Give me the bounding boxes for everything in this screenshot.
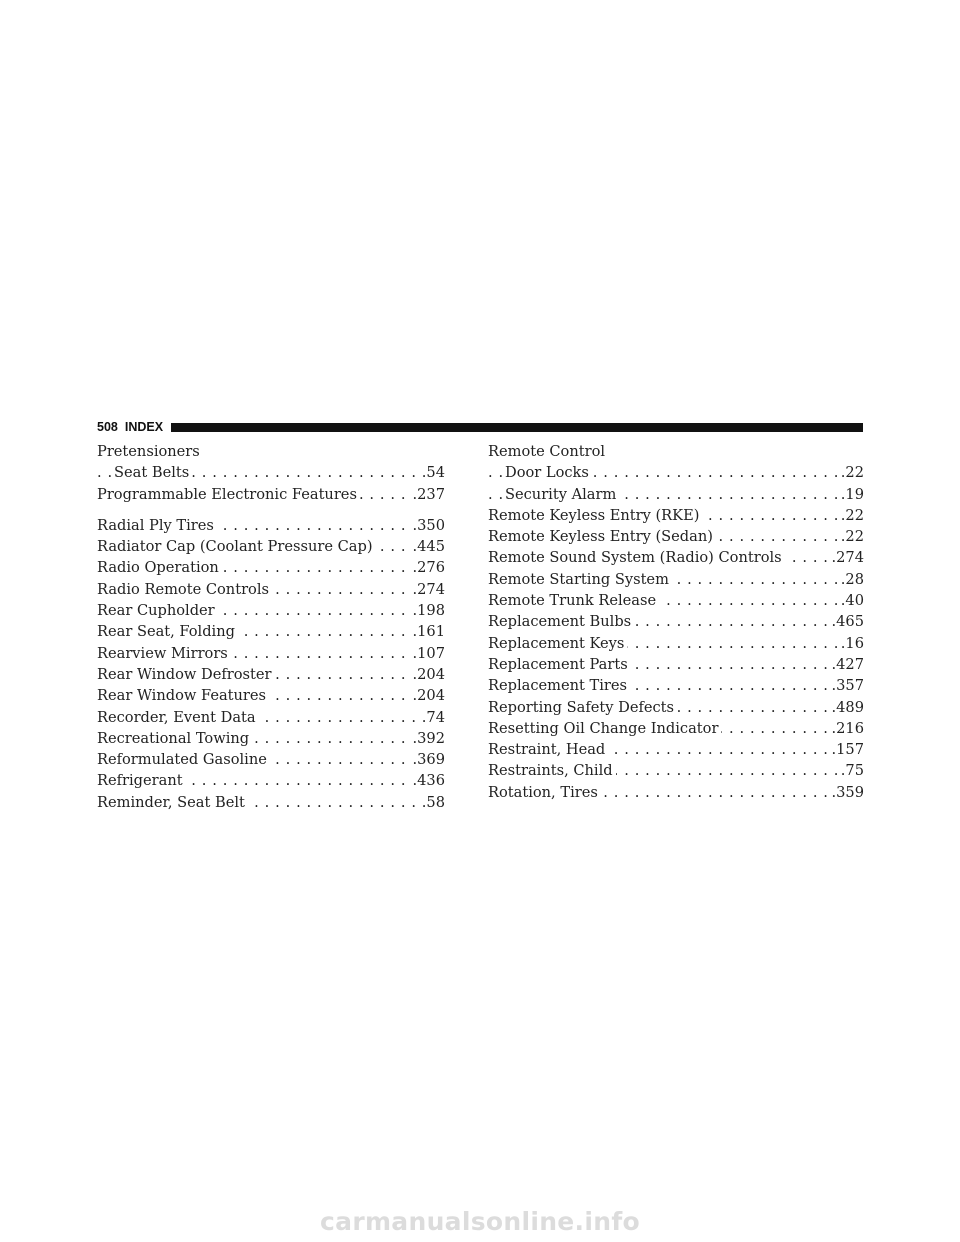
index-entry-page: .445: [411, 536, 446, 557]
index-entry-text: Refrigerant: [97, 772, 186, 789]
index-entry: [488, 547, 864, 568]
index-entry-text: Remote Keyless Entry (Sedan): [488, 528, 716, 545]
index-entry: [488, 526, 864, 547]
index-entry-text: Door Locks: [505, 464, 592, 481]
index-entry: [97, 515, 445, 536]
index-entry-page: .274: [830, 547, 865, 568]
index-entry-text: Rotation, Tires: [488, 784, 601, 801]
index-entry-text: Restraints, Child: [488, 762, 616, 779]
index-entry-page: .107: [411, 643, 446, 664]
index-entry-page: .359: [830, 782, 865, 803]
header-rule: [171, 423, 863, 432]
index-entry-page: .489: [830, 697, 865, 718]
index-entry: [488, 697, 864, 718]
index-entry: [488, 462, 864, 483]
index-entry-text: Replacement Parts: [488, 656, 631, 673]
index-entry-page: .465: [830, 611, 865, 632]
index-entry-page: .276: [411, 557, 446, 578]
index-entry-page: .22: [839, 462, 864, 483]
index-heading: [488, 441, 864, 462]
index-entry-page: .369: [411, 749, 446, 770]
index-entry-text: Security Alarm: [505, 486, 619, 503]
index-entry: [97, 707, 445, 728]
index-entry: [488, 611, 864, 632]
index-entry-page: .436: [411, 770, 446, 791]
index-entry-text: Reminder, Seat Belt: [97, 794, 248, 811]
index-entry-text: Radio Operation: [97, 559, 222, 576]
index-entry-text: Remote Starting System: [488, 571, 672, 588]
index-column-left: [97, 441, 445, 813]
index-entry-page: .28: [839, 569, 864, 590]
index-entry: [97, 770, 445, 791]
index-entry-page: .16: [839, 633, 864, 654]
index-entry-text: Remote Trunk Release: [488, 592, 659, 609]
index-entry-page: .22: [839, 526, 864, 547]
index-column-right: [488, 441, 864, 803]
index-entry-page: .427: [830, 654, 865, 675]
index-entry: [488, 484, 864, 505]
index-entry-page: .19: [839, 484, 864, 505]
index-entry: [97, 643, 445, 664]
index-entry-page: .357: [830, 675, 865, 696]
index-entry-text: Remote Control: [488, 443, 608, 460]
page-number: 508: [97, 420, 118, 434]
index-entry: [97, 536, 445, 557]
index-entry-text: Replacement Bulbs: [488, 613, 634, 630]
index-entry-page: .216: [830, 718, 865, 739]
index-entry: [488, 739, 864, 760]
index-entry-text: Recreational Towing: [97, 730, 252, 747]
index-entry-text: Programmable Electronic Features: [97, 486, 360, 503]
index-entry-text: Replacement Tires: [488, 677, 630, 694]
index-entry-page: .204: [411, 664, 446, 685]
index-entry: [488, 569, 864, 590]
index-entry-text: Reporting Safety Defects: [488, 699, 677, 716]
index-entry-text: Replacement Keys: [488, 635, 627, 652]
index-entry: [97, 621, 445, 642]
index-entry-text: Rear Seat, Folding: [97, 623, 238, 640]
index-entry: [488, 633, 864, 654]
index-entry-page: .350: [411, 515, 446, 536]
index-entry: [97, 664, 445, 685]
index-entry-page: .40: [839, 590, 864, 611]
watermark: carmanualsonline.info: [320, 1207, 640, 1236]
index-entry: [97, 728, 445, 749]
index-entry-text: Radio Remote Controls: [97, 581, 272, 598]
index-entry: [97, 462, 445, 483]
index-entry-text: Reformulated Gasoline: [97, 751, 270, 768]
index-entry-page: .74: [420, 707, 445, 728]
index-entry-page: .204: [411, 685, 446, 706]
index-entry: [97, 557, 445, 578]
index-entry-page: .392: [411, 728, 446, 749]
index-entry: [488, 590, 864, 611]
index-entry-text: Remote Sound System (Radio) Controls: [488, 549, 785, 566]
index-entry-text: Recorder, Event Data: [97, 709, 259, 726]
index-entry-text: Rear Cupholder: [97, 602, 218, 619]
index-entry-page: .58: [420, 792, 445, 813]
index-entry-page: .237: [411, 484, 446, 505]
index-entry: [488, 675, 864, 696]
index-entry-page: .274: [411, 579, 446, 600]
index-entry-text: Pretensioners: [97, 443, 203, 460]
page-header: [97, 419, 863, 435]
index-heading: [97, 441, 445, 462]
index-entry-text: Radiator Cap (Coolant Pressure Cap): [97, 538, 376, 555]
index-entry: [97, 749, 445, 770]
index-entry-text: Remote Keyless Entry (RKE): [488, 507, 702, 524]
index-entry-text: Radial Ply Tires: [97, 517, 217, 534]
index-entry: [488, 782, 864, 803]
index-entry: [97, 792, 445, 813]
index-entry-text: Rear Window Defroster: [97, 666, 274, 683]
index-entry: [97, 579, 445, 600]
index-entry-page: .54: [420, 462, 445, 483]
index-entry: [488, 760, 864, 781]
index-entry-text: Resetting Oil Change Indicator: [488, 720, 721, 737]
index-entry-text: Rearview Mirrors: [97, 645, 231, 662]
index-entry: [97, 484, 445, 505]
section-title: INDEX: [124, 420, 164, 434]
index-entry: [488, 505, 864, 526]
index-entry-text: Restraint, Head: [488, 741, 608, 758]
index-entry: [488, 718, 864, 739]
index-entry: [97, 600, 445, 621]
index-entry-page: .161: [411, 621, 446, 642]
index-entry-page: .157: [830, 739, 865, 760]
index-entry-text: Rear Window Features: [97, 687, 269, 704]
index-entry: [488, 654, 864, 675]
index-entry-page: .75: [839, 760, 864, 781]
index-entry: [97, 685, 445, 706]
index-entry-page: .22: [839, 505, 864, 526]
index-entry-page: .198: [411, 600, 446, 621]
index-entry-text: Seat Belts: [114, 464, 192, 481]
